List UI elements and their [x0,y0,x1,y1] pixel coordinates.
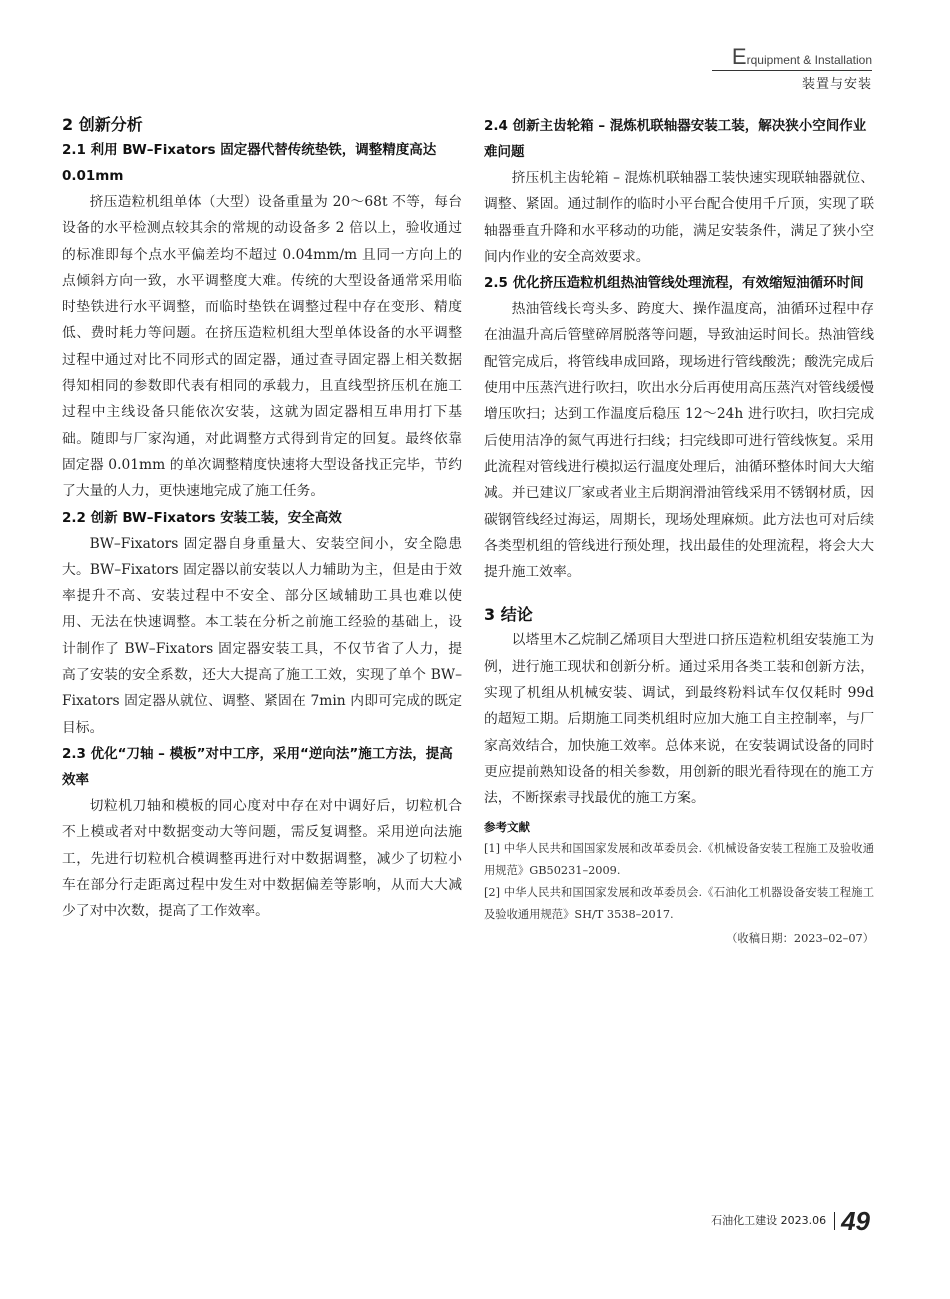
reference-item: [2] 中华人民共和国国家发展和改革委员会.《石油化工机器设备安装工程施工及验收通用规范》SH/T 3538–2017. [484,885,874,921]
running-header [712,46,872,92]
section-label-en [712,46,872,71]
subsection-2-1-body: 挤压造粒机组单体（大型）设备重量为 20～68t 不等，每台设备的水平检测点较其余的常规的动设备多 2 倍以上，验收通过的标准即每个点水平偏差均不超过 0.04mm/m 且同一方向上的点倾斜方向一致，水平调整度大难。传统的大型设备通常采用临时垫铁进行水平调整，而临时垫铁在调整过程中存在变形、精度低、费时耗力等问题。在挤压造粒机组大型单体设备的水平调整过程中通过对比不同形式的固定器，通过查寻固定器上相关数据得知相同的参数即代表有相同的承载力，且直线型挤压机在施工过程中主线设备只能依次安装，这就为固定器相互串用打下基础。随即与厂家沟通，对此调整方式得到肯定的回复。最终依靠固定器 0.01mm 的单次调整精度快速将大型设备找正完毕，节约了大量的人力，更快速地完成了施工任务。 [62,194,462,500]
section-3-title: 3 结论 [484,605,533,625]
section-label-cn: 装置与安装 [801,77,872,92]
left-column [62,113,462,924]
subsection-2-3-body: 切粒机刀轴和模板的同心度对中存在对中调好后，切粒机合不上模或者对中数据变动大等问题，需反复调整。采用逆向法施工，先进行切粒机合模调整再进行对中数据调整，减少了切粒小车在部分行走距离过程中发生对中数据偏差等影响，从而大大减少了对中次数，提高了工作效率。 [62,797,462,920]
subsection-2-2-title: 2.2 创新 BW–Fixators 安装工装，安全高效 [62,509,342,526]
page-number: 49 [841,1206,870,1236]
subsection-2-3-title: 2.3 优化“刀轴 – 模板”对中工序，采用“逆向法”施工方法，提高效率 [62,745,453,788]
received-date: （收稿日期：2023–02–07） [726,931,874,945]
references-title: 参考文献 [484,819,530,834]
journal-issue: 石油化工建设 2023.06 [711,1212,835,1230]
section-label-initial: E [731,44,747,69]
subsection-2-2-body: BW–Fixators 固定器自身重量大、安装空间小，安全隐患大。BW–Fixators 固定器以前安装以人力辅助为主，但是由于效率提升不高、安装过程中不安全、部分区域辅助工具也难以使用、无法在快速调整。本工装在分析之前施工经验的基础上，设计制作了 BW–Fixators 固定器安装工具，不仅节省了人力，提高了安装的安全系数，还大大提高了施工工效，实现了单个 BW–Fixators 固定器从就位、调整、紧固在 7min 内即可完成的既定目标。 [62,535,462,736]
page-footer [711,1207,870,1235]
subsection-2-1-title: 2.1 利用 BW–Fixators 固定器代替传统垫铁，调整精度高达 0.01mm [62,142,437,184]
subsection-2-5-title: 2.5 优化挤压造粒机组热油管线处理流程，有效缩短油循环时间 [484,275,864,292]
section-2-title: 2 创新分析 [62,115,143,134]
section-label-rest: rquipment & Installation [746,53,872,67]
right-column [484,113,874,950]
subsection-2-4-title: 2.4 创新主齿轮箱 – 混炼机联轴器安装工装，解决狭小空间作业难问题 [484,118,867,160]
section-3-body: 以塔里木乙烷制乙烯项目大型进口挤压造粒机组安装施工为例，进行施工现状和创新分析。通过采用各类工装和创新方法，实现了机组从机械安装、调试，到最终粉料试车仅仅耗时 99d 的超短工期。后期施工同类机组时应加大施工自主控制率，与厂家高效结合，加快施工效率。总体来说，在安装调试设备的同时更应提前熟知设备的相关参数，用创新的眼光看待现在的施工方法，不断探索寻找最优的施工方案。 [484,632,874,807]
subsection-2-4-body: 挤压机主齿轮箱 – 混炼机联轴器工装快速实现联轴器就位、调整、紧固。通过制作的临时小平台配合使用千斤顶，实现了联轴器垂直升降和水平移动的功能，满足安装条件，满足了狭小空间内作业的安全高效要求。 [484,170,874,265]
subsection-2-5-body: 热油管线长弯头多、跨度大、操作温度高，油循环过程中存在油温升高后管壁碎屑脱落等问题，导致油运时间长。热油管线配管完成后，将管线串成回路，现场进行管线酸洗；酸洗完成后使用中压蒸汽进行吹扫，吹出水分后再使用高压蒸汽对管线缓慢增压吹扫；达到工作温度后稳压 12～24h 进行吹扫，吹扫完成后使用洁净的氮气再进行扫线；扫完线即可进行管线恢复。采用此流程对管线进行模拟运行温度处理后，油循环整体时间大大缩减。并已建议厂家或者业主后期润滑油管线采用不锈钢材质，因碳钢管线经过海运，周期长，现场处理麻烦。此方法也可对后续各类型机组的管线进行预处理，找出最佳的处理流程，将会大大提升施工效率。 [484,301,874,581]
reference-item: [1] 中华人民共和国国家发展和改革委员会.《机械设备安装工程施工及验收通用规范》GB50231–2009. [484,841,874,877]
section-gap [484,585,874,603]
